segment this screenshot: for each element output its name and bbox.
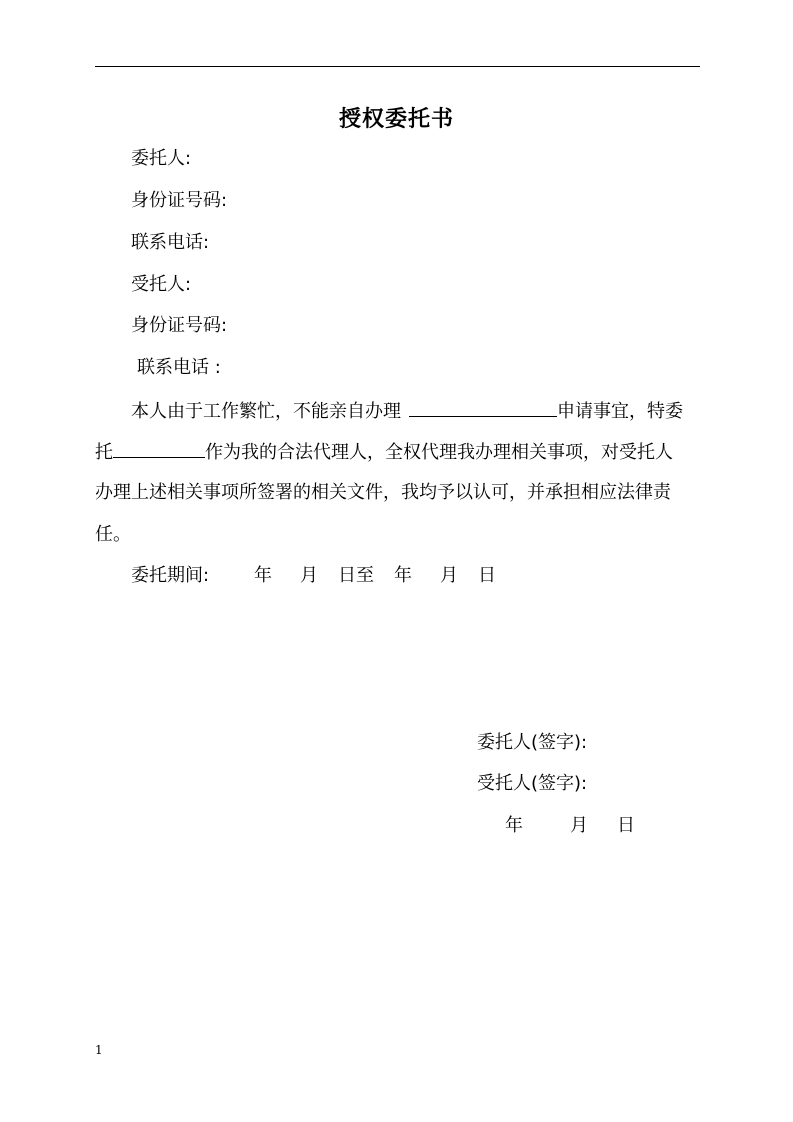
period-label: 委托期间: <box>131 565 210 586</box>
period-month-2: 月 <box>440 565 458 586</box>
signature-agent: 受托人(签字): <box>477 773 588 794</box>
signature-month: 月 <box>570 815 588 836</box>
body-line-1 <box>131 398 683 424</box>
field-principal-id: 身份证号码: <box>131 190 228 211</box>
body-line-1-end: 申请事宜，特委 <box>557 401 683 422</box>
field-agent: 受托人: <box>131 274 192 295</box>
period-year-2: 年 <box>394 565 412 586</box>
body-line-4: 任。 <box>95 524 131 545</box>
body-line-2-end: 作为我的合法代理人，全权代理我办理相关事项，对受托人 <box>205 442 673 463</box>
field-agent-phone: 联系电话 : <box>137 357 221 378</box>
period-day-2: 日 <box>478 565 496 586</box>
field-principal-phone: 联系电话: <box>131 232 210 253</box>
body-line-3: 办理上述相关事项所签署的相关文件，我均予以认可，并承担相应法律责 <box>95 482 671 503</box>
signature-year: 年 <box>505 815 523 836</box>
field-principal: 委托人: <box>131 148 192 169</box>
period-year: 年 <box>254 565 272 586</box>
agent-blank <box>113 439 205 458</box>
body-line-2 <box>95 439 673 465</box>
header-rule <box>95 66 700 67</box>
body-line-2-start: 托 <box>95 442 113 463</box>
signature-day: 日 <box>617 815 635 836</box>
body-line-1-start: 本人由于工作繁忙，不能亲自办理 <box>131 401 401 422</box>
matter-blank <box>409 398 557 417</box>
period-day-to: 日至 <box>338 565 374 586</box>
document-title: 授权委托书 <box>338 107 454 132</box>
field-agent-id: 身份证号码: <box>131 315 228 336</box>
signature-principal: 委托人(签字): <box>477 732 588 753</box>
page-number: 1 <box>95 1043 103 1057</box>
period-month: 月 <box>300 565 318 586</box>
